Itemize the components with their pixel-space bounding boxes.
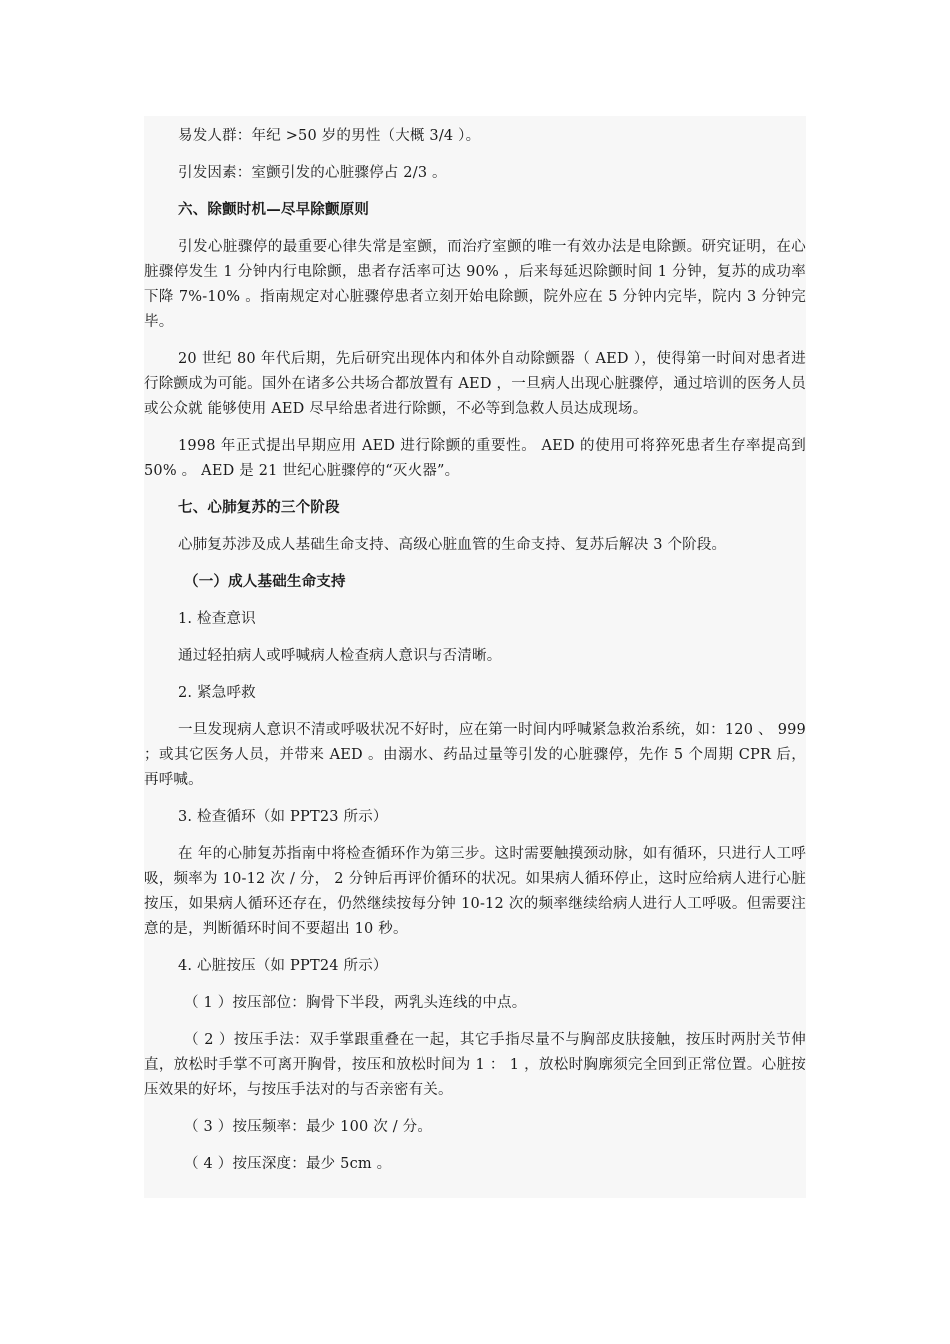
- paragraph-defib-2: 20 世纪 80 年代后期，先后研究出现体内和体外自动除颤器（ AED ），使得第一时间对患者进行除颤成为可能。国外在诸多公共场合都放置有 AED ，一旦病人出现心脏骤停，通过培训的医务人员或公众就 能够使用 AED 尽早给患者进行除颤，不必等到急救人员达成现场。: [144, 351, 806, 417]
- paragraph-defib-3: 1998 年正式提出早期应用 AED 进行除颤的重要性。 AED 的使用可将猝死患者生存率提高到 50% 。 AED 是 21 世纪心脏骤停的“灭火器”。: [144, 438, 806, 479]
- paragraph-trigger: 引发因素：室颤引发的心脏骤停占 2/3 。: [178, 165, 447, 181]
- paragraph-stages: 心肺复苏涉及成人基础生命支持、高级心脏血管的生命支持、复苏后解决 3 个阶段。: [178, 537, 727, 553]
- document-content: [144, 116, 806, 1198]
- step-1-text: 通过轻拍病人或呼喊病人检查病人意识与否清晰。: [178, 648, 502, 664]
- paragraph-defib-1: 引发心脏骤停的最重要心律失常是室颤，而治疗室颤的唯一有效办法是电除颤。研究证明，在心脏骤停发生 1 分钟内行电除颤，患者存活率可达 90% ，后来每延迟除颤时间 1 分钟，复苏的成功率下降 7%-10% 。指南规定对心脏骤停患者立刻开始电除颤，院外应在 5 分钟内完毕，院内 3 分钟完毕。: [144, 239, 806, 330]
- section-heading-6: 六、除颤时机—尽早除颤原则: [178, 202, 370, 218]
- subsection-heading-7-1: （一）成人基础生命支持: [184, 574, 346, 590]
- step-3-text: 在 年的心肺复苏指南中将检查循环作为第三步。这时需要触摸颈动脉，如有循环，只进行人工呼吸，频率为 10-12 次 / 分， 2 分钟后再评价循环的状况。如果病人循环停止，这时应给病人进行心脏按压，如果病人循环还存在，仍然继续按每分钟 10-12 次的频率继续给病人进行人工呼吸。但需要注意的是，判断循环时间不要超出 10 秒。: [144, 846, 806, 937]
- press-item-2: （ 2 ）按压手法：双手掌跟重叠在一起，其它手指尽量不与胸部皮肤接触，按压时两肘关节伸直，放松时手掌不可离开胸骨，按压和放松时间为 1 ： 1 ，放松时胸廓须完全回到正常位置。心脏按压效果的好坏，与按压手法对的与否亲密有关。: [144, 1032, 806, 1098]
- step-2-title: 2. 紧急呼救: [178, 685, 256, 701]
- press-item-3: （ 3 ）按压频率：最少 100 次 / 分。: [184, 1119, 433, 1135]
- press-item-4: （ 4 ）按压深度：最少 5cm 。: [184, 1156, 392, 1172]
- section-heading-7: 七、心肺复苏的三个阶段: [178, 500, 340, 516]
- paragraph-risk-group: 易发人群：年纪 >50 岁的男性（大概 3/4 ）。: [178, 128, 481, 144]
- step-4-title: 4. 心脏按压（如 PPT24 所示）: [178, 958, 388, 974]
- step-1-title: 1. 检查意识: [178, 611, 256, 627]
- press-item-1: （ 1 ）按压部位：胸骨下半段，两乳头连线的中点。: [184, 995, 527, 1011]
- step-3-title: 3. 检查循环（如 PPT23 所示）: [178, 809, 388, 825]
- step-2-text: 一旦发现病人意识不清或呼吸状况不好时，应在第一时间内呼喊紧急救治系统，如：120 、 999 ；或其它医务人员，并带来 AED 。由溺水、药品过量等引发的心脏骤停，先作 5 个周期 CPR 后，再呼喊。: [144, 722, 806, 788]
